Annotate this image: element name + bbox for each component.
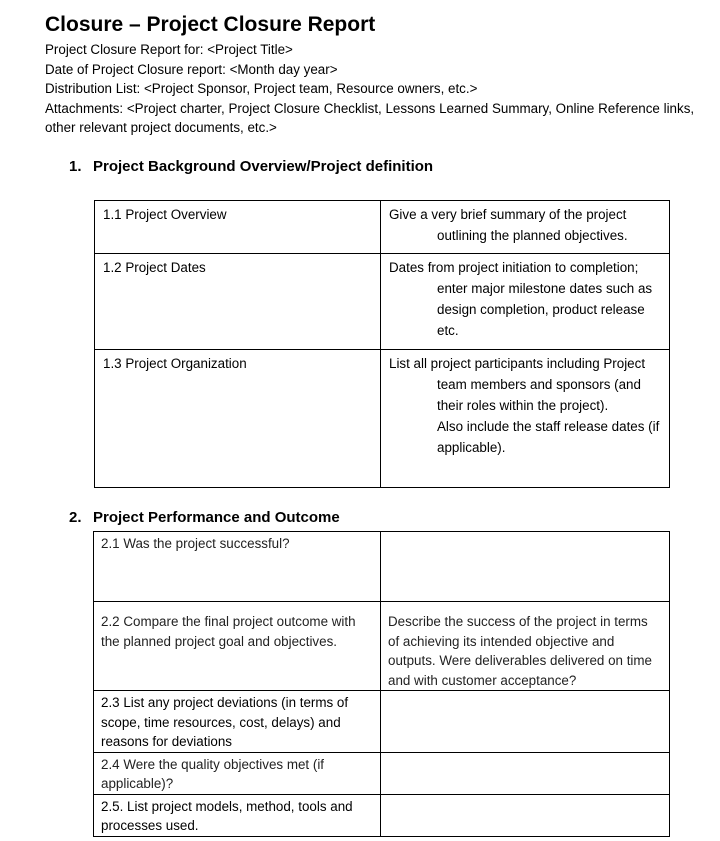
project-deviations-question: 2.3 List any project deviations (in terms of scope, time resources, cost, delays) and reasons for deviations <box>94 691 381 753</box>
project-organization-label: 1.3 Project Organization <box>95 350 381 488</box>
section-1-title: Project Background Overview/Project definition <box>93 158 434 175</box>
project-success-question: 2.1 Was the project successful? <box>94 532 381 602</box>
table-row <box>94 602 670 691</box>
project-organization-description: List all project participants including Project team members and sponsors (and their roles within the project). Also include the staff release dates (if applicable). <box>381 350 670 488</box>
section-1-heading <box>69 157 433 177</box>
meta-closure-date: Date of Project Closure report: <Month day year> <box>45 61 338 77</box>
table-row <box>94 532 670 602</box>
project-overview-label: 1.1 Project Overview <box>95 201 381 254</box>
project-dates-label: 1.2 Project Dates <box>95 254 381 350</box>
project-deviations-answer <box>381 691 670 753</box>
project-overview-description: Give a very brief summary of the project outlining the planned objectives. <box>381 201 670 254</box>
outcome-comparison-question: 2.2 Compare the final project outcome with the planned project goal and objectives. <box>94 602 381 691</box>
section-2-title: Project Performance and Outcome <box>93 509 340 526</box>
project-models-question: 2.5. List project models, method, tools and processes used. <box>94 794 381 836</box>
project-dates-description: Dates from project initiation to completion; enter major milestone dates such as design completion, product release etc. <box>381 254 670 350</box>
table-row <box>94 794 670 836</box>
table-row <box>94 691 670 753</box>
project-success-answer <box>381 532 670 602</box>
table-row <box>95 254 670 350</box>
meta-distribution-list: Distribution List: <Project Sponsor, Project team, Resource owners, etc.> <box>45 81 478 96</box>
project-performance-table <box>93 531 670 837</box>
report-title: Closure – Project Closure Report <box>45 13 376 36</box>
outcome-comparison-description: Describe the success of the project in terms of achieving its intended objective and outputs. Were deliverables delivered on time and with customer acceptance? <box>381 602 670 691</box>
quality-objectives-question: 2.4 Were the quality objectives met (if applicable)? <box>94 752 381 794</box>
meta-attachments: Attachments: <Project charter, Project Closure Checklist, Lessons Learned Summary, Online Reference links, other relevant project documents, etc.> <box>45 100 695 135</box>
report-meta <box>45 40 695 138</box>
table-row <box>95 350 670 488</box>
section-2-heading <box>69 508 340 528</box>
project-background-table <box>94 200 670 488</box>
quality-objectives-answer <box>381 752 670 794</box>
project-models-answer <box>381 794 670 836</box>
table-row <box>95 201 670 254</box>
table-row <box>94 752 670 794</box>
section-2-number: 2. <box>69 509 82 526</box>
section-1-number: 1. <box>69 158 82 175</box>
meta-project-title: Project Closure Report for: <Project Title> <box>45 42 293 57</box>
